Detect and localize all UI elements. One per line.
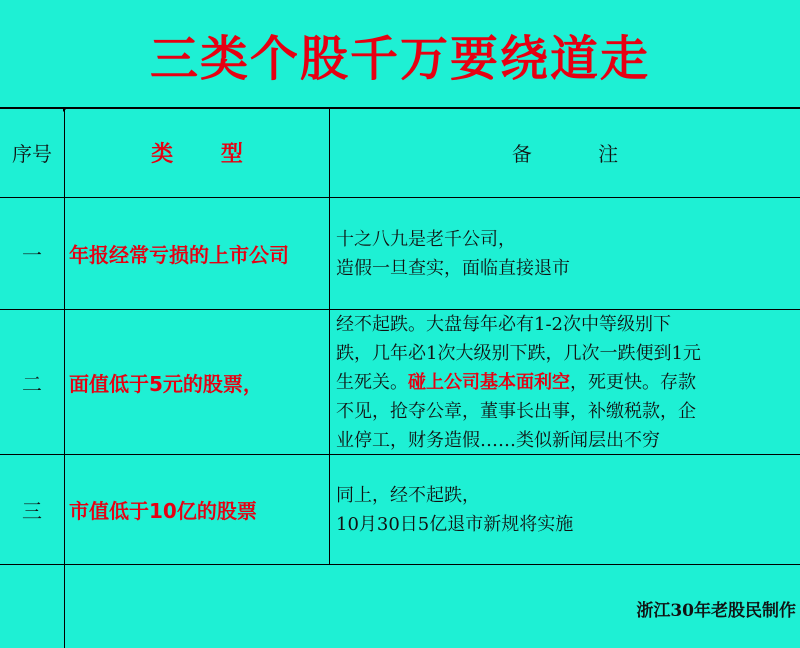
note-line: 造假一旦查实，面临直接退市	[336, 257, 570, 279]
header-note-label: 备 注	[511, 142, 619, 166]
row-number: 二	[22, 371, 42, 396]
row-number: 一	[22, 243, 42, 267]
note-segment: ，死更快。存款	[570, 371, 696, 393]
note-segment: 生死关。	[336, 371, 408, 393]
note-line: 经不起跌。大盘每年必有1-2次中等级别下	[336, 313, 671, 335]
row-type: 面值低于5元的股票，	[69, 371, 263, 396]
highlight-text: 碰上公司基本面利空	[408, 371, 570, 393]
row-type: 市值低于10亿的股票	[69, 499, 257, 523]
footer-credit: 浙江30年老股民制作	[636, 600, 796, 621]
row-number: 三	[22, 499, 42, 523]
note-line: 十之八九是老千公司，	[336, 228, 516, 250]
note-line: 跌，几年必1次大级别下跌，几次一跌便到1元	[336, 342, 701, 364]
note-line: 同上，经不起跌，	[336, 484, 480, 506]
row-note	[330, 198, 800, 309]
row-divider	[0, 564, 800, 565]
row-type: 年报经常亏损的上市公司	[69, 243, 289, 267]
header-type: 类 型	[151, 142, 243, 167]
note-line: 不见，抢夺公章，董事长出事，补缴税款，企	[336, 400, 696, 422]
page-title: 三类个股千万要绕道走	[149, 30, 650, 87]
header-note	[330, 108, 800, 197]
row-note	[330, 455, 800, 564]
note-line: 10月30日5亿退市新规将实施	[336, 513, 574, 535]
note-line	[336, 368, 701, 397]
row-note	[330, 310, 800, 454]
note-line: 业停工，财务造假……类似新闻层出不穷	[336, 429, 660, 451]
header-seq: 序号	[12, 142, 52, 166]
